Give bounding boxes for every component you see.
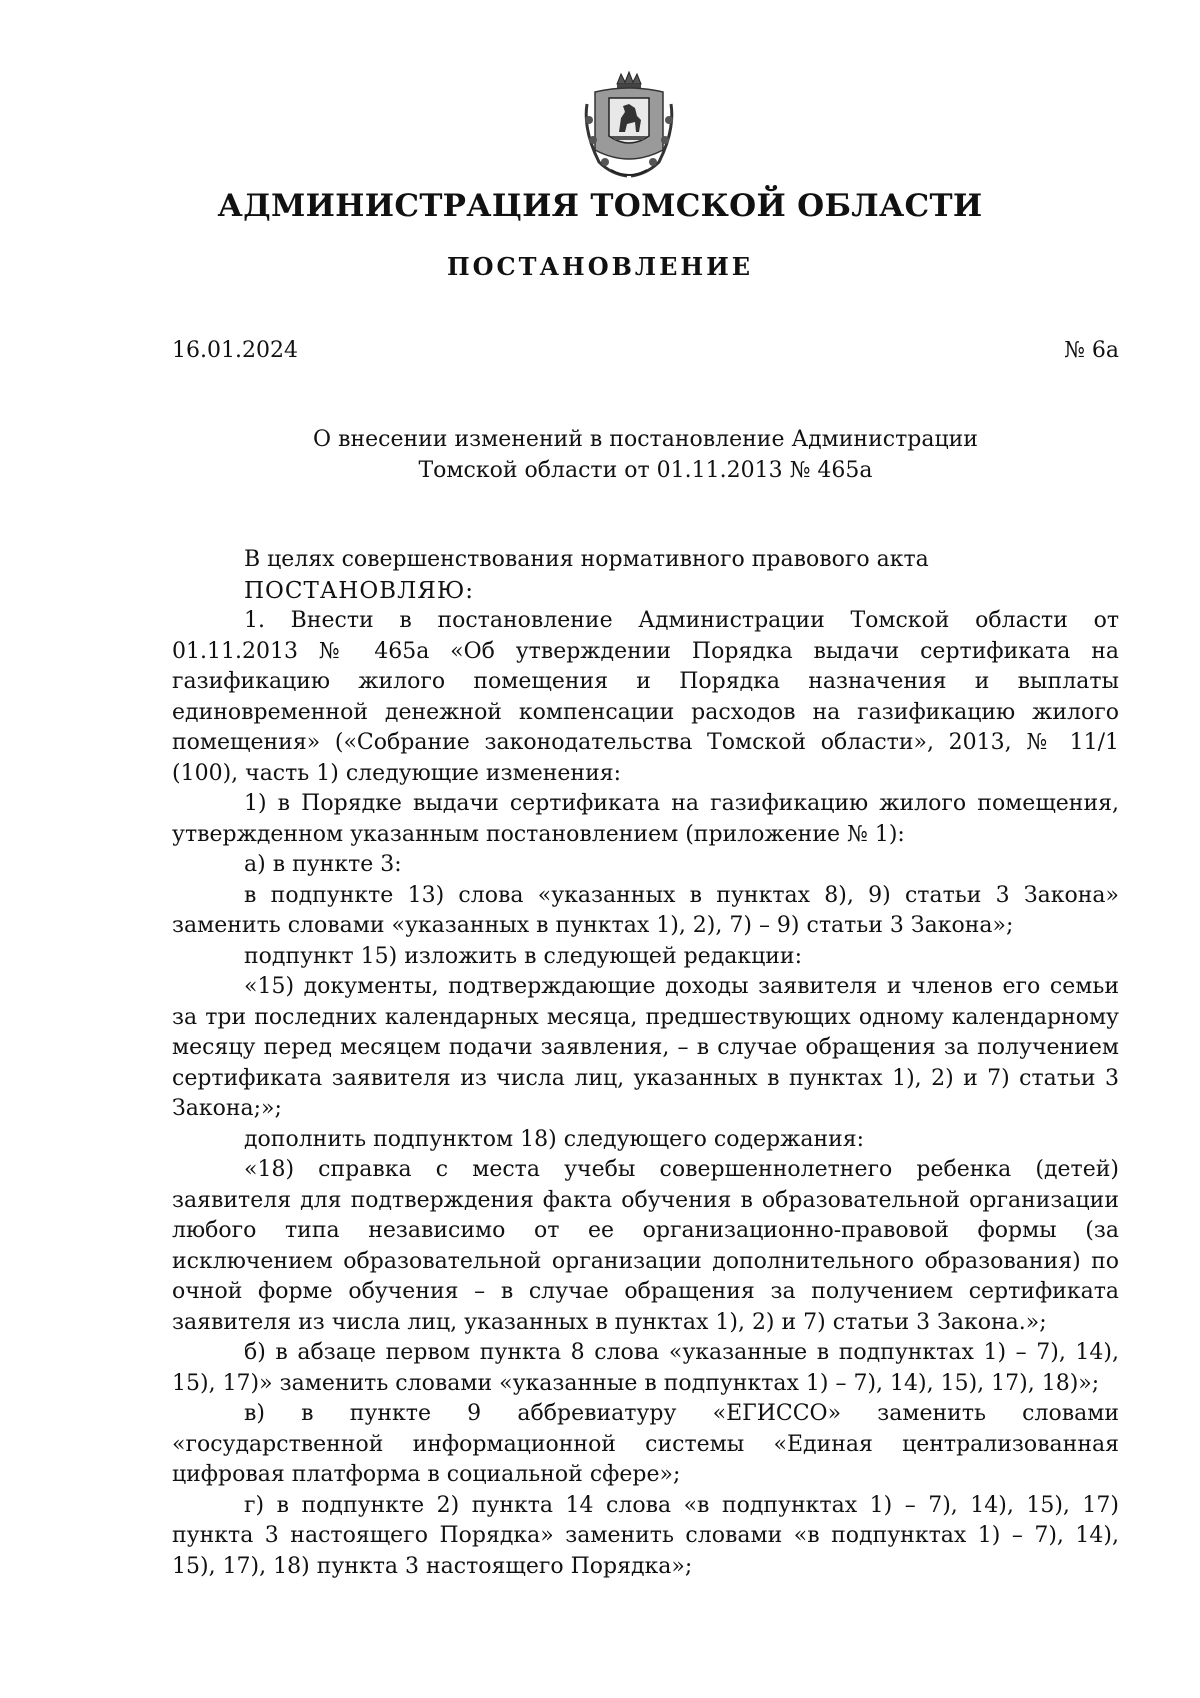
body-paragraph: подпункт 15) изложить в следующей редакции: bbox=[244, 943, 803, 969]
body-paragraph: дополнить подпунктом 18) следующего содержания: bbox=[244, 1126, 865, 1152]
body-paragraph: г) в подпункте 2) пункта 14 слова «в подпунктах 1) – 7), 14), 15), 17) пункта 3 настоящего Порядка» заменить словами «в подпунктах 1) – 7), 14), 15), 17), 18) пункта 3 настоящего Порядка»; bbox=[172, 1492, 1119, 1579]
body-paragraph: а) в пункте 3: bbox=[244, 852, 402, 877]
document-date: 16.01.2024 bbox=[172, 338, 298, 363]
document-body bbox=[172, 545, 1119, 1582]
body-paragraph: 1. Внести в постановление Администрации Томской области от 01.11.2013 № 465а «Об утверждении Порядка выдачи сертификата на газификацию жилого помещения и Порядка назначения и выплаты единовременной денежной компенсации расходов на газификацию жилого помещения» («Собрание законодательства Томской области», 2013, № 11/1 (100), часть 1) следующие изменения: bbox=[172, 608, 1119, 786]
organization-title: АДМИНИСТРАЦИЯ ТОМСКОЙ ОБЛАСТИ bbox=[217, 188, 983, 224]
body-paragraph: в подпункте 13) слова «указанных в пунктах 8), 9) статьи 3 Закона» заменить словами «указанных в пунктах 1), 2), 7) – 9) статьи 3 Закона»; bbox=[172, 882, 1119, 938]
document-meta-row bbox=[172, 338, 1119, 363]
subject-line: О внесении изменений в постановление Администрации bbox=[313, 427, 978, 452]
subject-line: Томской области от 01.11.2013 № 465а bbox=[418, 458, 873, 483]
decree-word: ПОСТАНОВЛЯЮ: bbox=[244, 577, 475, 604]
document-subject bbox=[172, 424, 1119, 486]
body-paragraph: в) в пункте 9 аббревиатуру «ЕГИССО» заменить словами «государственной информационной системы «Единая централизованная цифровая платформа в социальной сфере»; bbox=[172, 1401, 1119, 1487]
tomsk-region-coat-of-arms-icon bbox=[581, 70, 677, 182]
document-number: № 6а bbox=[1064, 338, 1119, 363]
body-paragraph: В целях совершенствования нормативного правового акта bbox=[244, 547, 929, 572]
body-paragraph: б) в абзаце первом пункта 8 слова «указанные в подпунктах 1) – 7), 14), 15), 17)» заменить словами «указанные в подпунктах 1) – 7), 14), 15), 17), 18)»; bbox=[172, 1340, 1119, 1396]
body-paragraph: «15) документы, подтверждающие доходы заявителя и членов его семьи за три последних календарных месяца, предшествующих одному календарному месяцу перед месяцем подачи заявления, – в случае обращения за получением сертификата заявителя из числа лиц, указанных в пунктах 1), 2) и 7) статьи 3 Закона;»; bbox=[172, 974, 1119, 1121]
body-paragraph: 1) в Порядке выдачи сертификата на газификацию жилого помещения, утвержденном указанным постановлением (приложение № 1): bbox=[172, 791, 1119, 847]
body-paragraph: «18) справка с места учебы совершеннолетнего ребенка (детей) заявителя для подтверждения факта обучения в образовательной организации любого типа независимо от ее организационно-правовой формы (за исключением образовательной организации дополнительного образования) по очной форме обучения – в случае обращения за получением сертификата заявителя из числа лиц, указанных в пунктах 1), 2) и 7) статьи 3 Закона.»; bbox=[172, 1157, 1119, 1335]
document-type-heading: ПОСТАНОВЛЕНИЕ bbox=[446, 252, 754, 281]
